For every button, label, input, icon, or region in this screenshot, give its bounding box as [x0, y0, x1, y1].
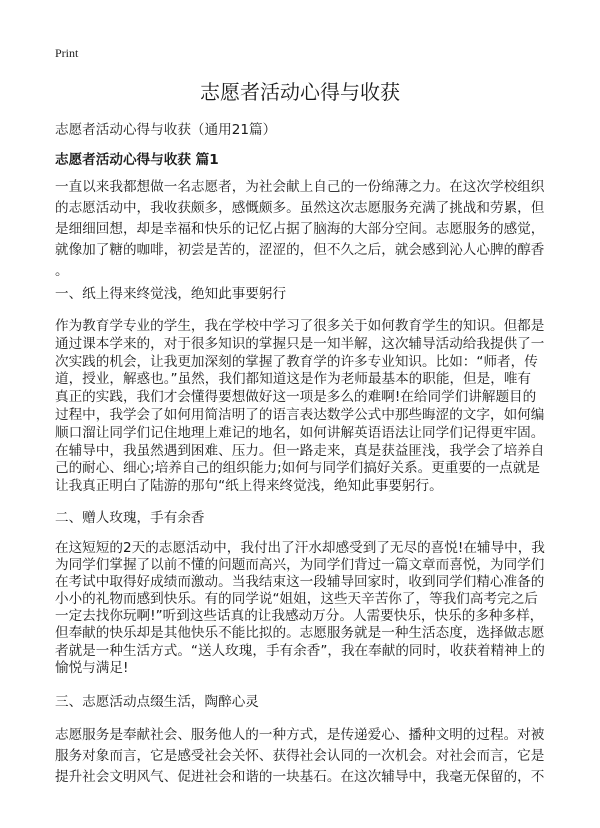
text-line: 次实践的机会，让我更加深刻的掌握了教育学的许多专业知识。比如：“师者，传	[55, 353, 538, 370]
paragraph-3	[55, 540, 545, 677]
print-label: Print	[55, 46, 79, 60]
text-line: 通过课本学来的，对于很多知识的掌握只是一知半解，这次辅导活动给我提供了一	[55, 335, 545, 352]
section-heading-2: 二、赠人玫瑰，手有余香	[55, 510, 205, 526]
text-line: 志愿服务是奉献社会、服务他人的一种方式，是传递爱心、播种文明的过程。对被	[55, 727, 545, 743]
paragraph-4	[55, 725, 544, 788]
text-line: 就像加了糖的咖啡，初尝是苦的，涩涩的，但不久之后，就会感到沁人心脾的醇香	[55, 242, 545, 258]
text-line: 道，授业，解惑也。”虽然，我们都知道这是作为老师最基本的职能，但是，唯有	[55, 371, 532, 388]
text-line: 但奉献的快乐却是其他快乐不能比拟的。志愿服务就是一种生活态度，选择做志愿	[55, 625, 545, 642]
text-line: 愉悦与满足!	[55, 659, 129, 676]
text-line: 提升社会文明风气、促进社会和谐的一块基石。在这次辅导中，我毫无保留的，不	[55, 769, 545, 785]
text-line: 过程中，我学会了如何用简洁明了的语言表达数学公式中那些晦涩的文字，如何编	[55, 406, 545, 423]
text-line: 顺口溜让同学们记住地理上难记的地名，如何讲解英语语法让同学们记得更牢固。	[55, 424, 545, 441]
text-line: 的志愿活动中，我收获颇多，感慨颇多。虽然这次志愿服务充满了挑战和劳累，但	[55, 200, 545, 216]
section-heading-3: 三、志愿活动点缀生活，陶醉心灵	[55, 694, 259, 710]
document-title: 志愿者活动心得与收获	[200, 80, 400, 104]
document-subtitle: 志愿者活动心得与收获（通用21篇）	[55, 122, 277, 138]
text-line: 在这短短的2天的志愿活动中，我付出了汗水却感受到了无尽的喜悦!在辅导中，我	[55, 540, 545, 556]
text-line: 。	[55, 263, 69, 279]
text-line: 为同学们掌握了以前不懂的问题而高兴，为同学们背过一篇文章而喜悦，为同学们	[55, 557, 545, 574]
paragraph-1	[55, 177, 544, 282]
article-heading: 志愿者活动心得与收获 篇1	[55, 152, 219, 168]
text-line: 在辅导中，我虽然遇到困难、压力。但一路走来，真是获益匪浅，我学会了培养自	[55, 442, 545, 459]
section-heading-1: 一、纸上得来终觉浅，绝知此事要躬行	[55, 286, 287, 302]
text-line: 一直以来我都想做一名志愿者，为社会献上自己的一份绵薄之力。在这次学校组织	[55, 179, 545, 195]
text-line: 在考试中取得好成绩而激动。当我结束这一段辅导回家时，收到同学们精心准备的	[55, 574, 545, 591]
paragraph-2	[55, 318, 544, 496]
text-line: 是细细回想，却是幸福和快乐的记忆占据了脑海的大部分空间。志愿服务的感觉，	[55, 221, 545, 237]
text-line: 服务对象而言，它是感受社会关怀、获得社会认同的一次机会。对社会而言，它是	[55, 748, 545, 764]
text-line: 让我真正明白了陆游的那句“纸上得来终觉浅，绝知此事要躬行。	[55, 478, 443, 495]
text-line: 作为教育学专业的学生，我在学校中学习了很多关于如何教育学生的知识。但都是	[55, 318, 545, 334]
text-line: 者就是一种生活方式。“送人玫瑰，手有余香”，我在奉献的同时，收获着精神上的	[55, 642, 545, 659]
text-line: 一定去找你玩啊!”听到这些话真的让我感动万分。人需要快乐，快乐的多种多样，	[55, 608, 544, 625]
text-line: 己的耐心、细心;培养自己的组织能力;如何与同学们搞好关系。更重要的一点就是	[55, 460, 540, 477]
text-line: 真正的实践，我们才会懂得要想做好这一项是多么的难啊!在给同学们讲解题目的	[55, 389, 537, 406]
text-line: 小小的礼物而感到快乐。有的同学说“姐姐，这些天辛苦你了，等我们高考完之后	[55, 591, 538, 608]
